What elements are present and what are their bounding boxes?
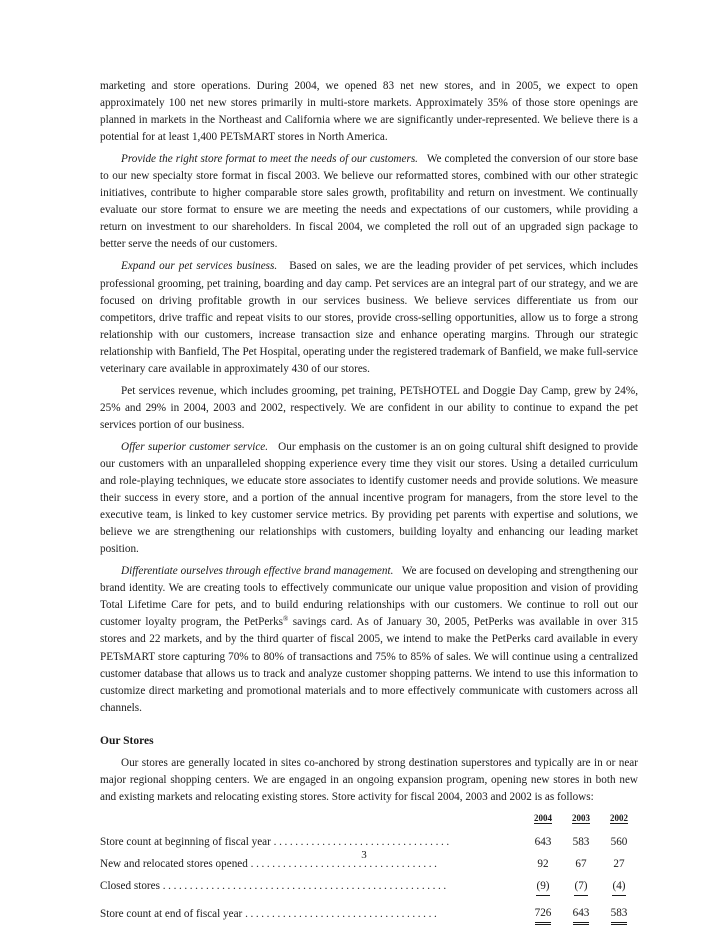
paragraph-store-growth: marketing and store operations. During 2004, we opened 83 net new stores, and in 2005, we expect to open approximately 100 net new stores primarily in multi-store markets. Approximately 35% of those store openings are planned in markets in the Northeast and California where we are significantly under-represented. We believe there is a potential for at least 1,400 PETsMART stores in North America. [100, 80, 638, 144]
body-store-format: We completed the conversion of our store base to our new specialty store format in fiscal 2003. We believe our reformatted stores, combined with our other strategic initiatives, contribute to higher comparable store sales growth, profitability and return on investment. We continually evaluate our store format to ensure we are meeting the needs and expectations of our customers, while providing a return on investment to our shareholders. In fiscal 2004, we completed the roll out of an upgraded sign package to better serve the needs of our customers. [100, 153, 638, 251]
cell-value: 583 [600, 898, 638, 926]
page-number: 3 [361, 849, 367, 861]
body-pet-services: Based on sales, we are the leading provider of pet services, which includes professional grooming, pet training, boarding and day camp. Pet services are an integral part of our strategy, and we are focused on driving profitable growth in our services business. We believe services differentiate us from our competitors, drive traffic and repeat visits to our stores, provide cross-selling opportunities, allow us to forge a strong relationship with our customers, increase transaction size and enhance operating margins. Through our strategic relationship with Banfield, The Pet Hospital, operating under the registered trademark of Banfield, we make full-service veterinary care available in approximately 430 of our stores. [100, 260, 638, 375]
row-label: Store count at end of fiscal year .................................... [100, 908, 440, 921]
cell-value: (9) [524, 876, 562, 898]
cell-value: 643 [562, 898, 600, 926]
paragraph-services-revenue: Pet services revenue, which includes grooming, pet training, PETsHOTEL and Doggie Day Camp, grew by 24%, 25% and 29% in 2004, 2003 and 2002, respectively. We are confident in our ability to continue to expand the pet services portion of our business. [100, 384, 638, 431]
cell-value: 27 [613, 858, 625, 871]
body-customer-service: Our emphasis on the customer is an on going cultural shift designed to provide our customers with an unparalleled shopping experience every time they visit our stores. Using a detailed curriculum and role-playing techniques, we educate store associates to identify customer needs and provide solutions. We measure their success in every store, and a portion of the annual incentive program for managers, from the store level to the executive team, is linked to key customer service metrics. By providing pet parents with expertise and solutions, we believe we are strengthening our relationships with customers, building loyalty and enhancing our leading market position. [100, 440, 638, 556]
paragraph-customer-service [100, 439, 638, 558]
year-header-2004: 2004 [534, 812, 552, 823]
cell-value: 560 [610, 836, 628, 849]
paragraph-stores-intro: Our stores are generally located in sites co-anchored by strong destination superstores and typically are in or near major regional shopping centers. We are engaged in an ongoing expansion program, opening new stores in both new and existing markets and relocating existing stores. Store activity for fiscal 2004, 2003 and 2002 is as follows: [100, 756, 638, 803]
body-brand-management-a: We are focused on developing and strengthening our brand identity. We are creating tools to effectively communicate our unique value proposition and vision of providing Total Lifetime Care for pets, and to build enduring relationships with our customers. We continue to roll out our customer loyalty program, the PetPerks [100, 565, 638, 629]
paragraph-brand-management [100, 563, 638, 716]
table-row-stores-closed [100, 876, 638, 898]
cell-value: 726 [524, 898, 562, 926]
paragraph-pet-services [100, 258, 638, 377]
table-header-label [100, 808, 524, 827]
cell-value: 67 [575, 858, 587, 871]
year-header-2003: 2003 [572, 812, 590, 823]
lead-customer-service: Offer superior customer service. [121, 440, 269, 453]
row-label: Store count at beginning of fiscal year ................................. [100, 836, 452, 849]
row-label: New and relocated stores opened ................................... [100, 858, 440, 871]
document-page [100, 78, 638, 926]
lead-brand-management: Differentiate ourselves through effective brand management. [121, 565, 394, 578]
body-brand-management-b: savings card. As of January 30, 2005, PetPerks was available in over 315 stores and 22 markets, and by the third quarter of fiscal 2005, we intend to make the PetPerks card available in every PETsMART store capturing 70% to 80% of transactions and 75% to 85% of sales. We will continue using a centralized customer database that allows us to track and analyze customer shopping patterns. We intend to use this information to customize direct marketing and promotional materials and to more effectively communicate with customers across all channels. [100, 616, 638, 714]
cell-value: 643 [534, 836, 552, 849]
cell-value: (7) [562, 876, 600, 898]
registered-mark: ® [283, 615, 289, 624]
store-activity-table [100, 808, 638, 926]
section-heading-our-stores: Our Stores [100, 734, 154, 747]
year-header-2002: 2002 [610, 812, 628, 823]
cell-value: 92 [537, 858, 549, 871]
lead-store-format: Provide the right store format to meet the needs of our customers. [121, 153, 418, 166]
cell-value: (4) [600, 876, 638, 898]
lead-pet-services: Expand our pet services business. [121, 260, 278, 273]
table-header-row [100, 808, 638, 827]
paragraph-store-format [100, 151, 638, 253]
cell-value: 583 [572, 836, 590, 849]
table-row-ending-count [100, 898, 638, 926]
row-label: Closed stores ..................................................... [100, 880, 449, 893]
